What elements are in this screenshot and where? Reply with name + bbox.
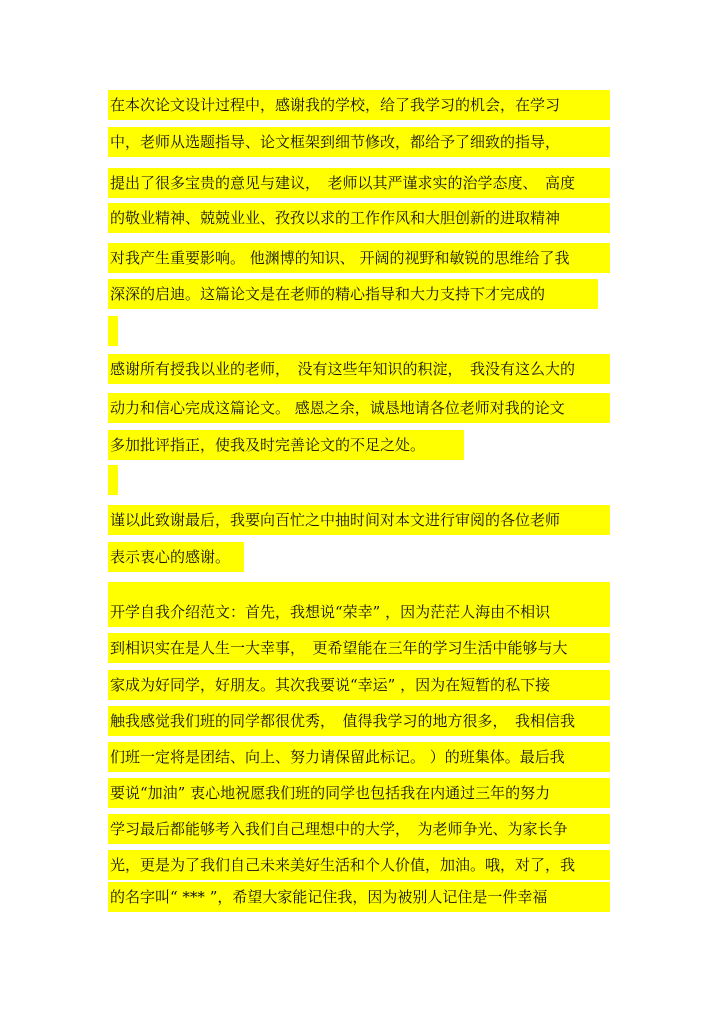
text-line: 开学自我介绍范文：首先，我想说“荣幸” ，因为茫茫人海由不相识 (108, 597, 610, 627)
text-line: 中，老师从选题指导、论文框架到细节修改，都给予了细致的指导， (108, 127, 610, 157)
text-line: 谨以此致谢最后，我要向百忙之中抽时间对本文进行审阅的各位老师 (108, 505, 610, 535)
text-line: 触我感觉我们班的同学都很优秀， 值得我学习的地方很多， 我相信我 (108, 706, 610, 736)
text-line: 感谢所有授我以业的老师， 没有这些年知识的积淀， 我没有这么大的 (108, 354, 610, 384)
text-line: 提出了很多宝贵的意见与建议， 老师以其严谨求实的治学态度、 高度 (108, 168, 610, 198)
empty-highlight-mark (108, 316, 118, 346)
empty-highlight-mark (108, 465, 118, 495)
text-line: 们班一定将是团结、向上、努力请保留此标记。 ）的班集体。最后我 (108, 742, 610, 772)
text-line: 学习最后都能够考入我们自己理想中的大学， 为老师争光、为家长争 (108, 814, 610, 844)
text-line: 的敬业精神、兢兢业业、孜孜以求的工作作风和大胆创新的进取精神 (108, 203, 610, 233)
text-line: 表示衷心的感谢。 (108, 542, 244, 572)
text-line: 的名字叫“ *** ”，希望大家能记住我，因为被别人记住是一件幸福 (108, 882, 610, 912)
text-line: 光，更是为了我们自己未来美好生活和个人价值，加油。哦，对了，我 (108, 850, 610, 880)
text-line: 家成为好同学，好朋友。其次我要说“幸运” ，因为在短暂的私下接 (108, 670, 610, 700)
text-line: 要说“加油” 衷心地祝愿我们班的同学也包括我在内通过三年的努力 (108, 778, 610, 808)
text-line: 对我产生重要影响。 他渊博的知识、 开阔的视野和敏锐的思维给了我 (108, 243, 610, 273)
text-line: 动力和信心完成这篇论文。 感恩之余，诚恳地请各位老师对我的论文 (108, 393, 610, 423)
text-line: 在本次论文设计过程中，感谢我的学校，给了我学习的机会，在学习 (108, 90, 610, 120)
text-line: 多加批评指正，使我及时完善论文的不足之处。 (108, 430, 464, 460)
text-line: 到相识实在是人生一大幸事， 更希望能在三年的学习生活中能够与大 (108, 633, 610, 663)
text-line: 深深的启迪。这篇论文是在老师的精心指导和大力支持下才完成的 (108, 279, 598, 309)
